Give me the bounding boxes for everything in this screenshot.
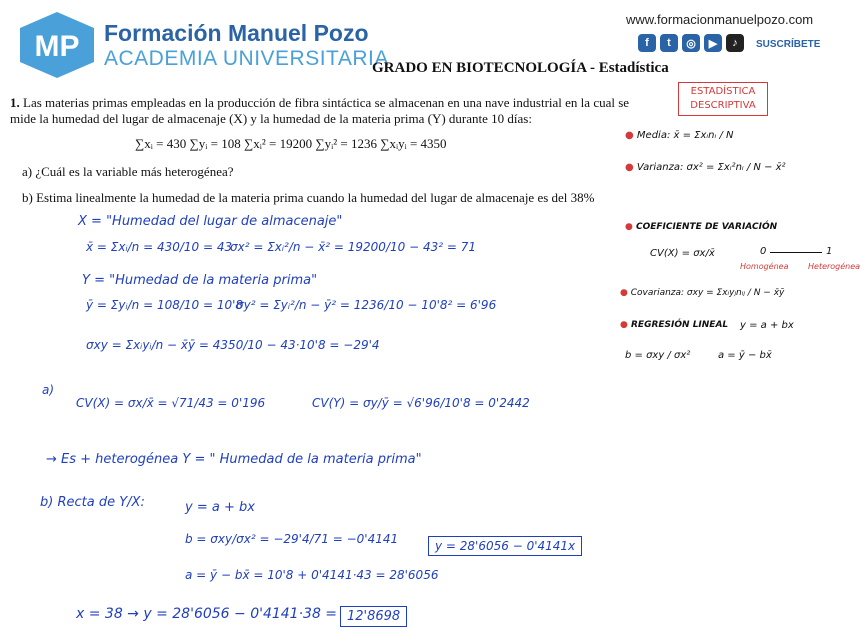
cv-scale-low: 0 — [760, 246, 767, 257]
covariance-formula: ● Covarianza: σxy = Σxᵢyⱼnᵢⱼ / N − x̄ȳ — [620, 288, 785, 298]
academy-logo — [14, 10, 100, 80]
slope-calculation: b = σxy/σx² = −29'4/71 = −0'4141 — [185, 532, 399, 546]
website-link[interactable]: www.formacionmanuelpozo.com — [626, 12, 814, 27]
x-definition: X = "Humedad del lugar de almacenaje" — [78, 214, 343, 229]
covariance: σxy = Σxᵢyᵢ/n − x̄ȳ = 4350/10 − 43·10'8 = −29'4 — [86, 338, 380, 352]
cv-formula: CV(X) = σx/x̄ — [650, 248, 715, 259]
twitter-icon[interactable]: t — [660, 34, 678, 52]
regression-result: y = 28'6056 − 0'4141x — [428, 536, 582, 556]
topic-title-box — [678, 82, 768, 116]
line-equation: y = a + bx — [185, 500, 255, 515]
youtube-icon[interactable]: ▶ — [704, 34, 722, 52]
problem-text: Las materias primas empleadas en la producción de fibra sintáctica se almacenan en una nave industrial en la cual se mide la humedad del lugar de almacenaje (X) y la humedad de la materia prima (Y) durante 10 días: — [10, 95, 630, 126]
x-mean: x̄ = Σxᵢ/n = 430/10 = 43 — [86, 240, 233, 254]
problem-statement — [10, 95, 635, 127]
cv-heterogeneous-label: Heterogénea — [808, 262, 860, 271]
estimate-result: 12'8698 — [340, 606, 407, 627]
cv-y: CV(Y) = σy/ȳ = √6'96/10'8 = 0'2442 — [312, 396, 530, 410]
brand-subtitle: ACADEMIA UNIVERSITARIA — [104, 47, 389, 70]
topic-title-line2: DESCRIPTIVA — [690, 100, 756, 111]
y-definition: Y = "Humedad de la materia prima" — [82, 273, 318, 288]
answer-b-label: b) Recta de Y/X: — [40, 495, 145, 510]
cv-scale-high: 1 — [826, 246, 833, 257]
instagram-icon[interactable]: ◎ — [682, 34, 700, 52]
question-a: a) ¿Cuál es la variable más heterogénea? — [22, 164, 234, 179]
bell-icon[interactable]: ♪ — [726, 34, 744, 52]
x-variance: σx² = Σxᵢ²/n − x̄² = 19200/10 − 43² = 71 — [230, 240, 476, 254]
estimate-calculation: x = 38 → y = 28'6056 − 0'4141·38 = — [76, 606, 338, 622]
bullet-icon: ● — [625, 130, 634, 141]
conclusion-a: → Es + heterogénea Y = " Humedad de la materia prima" — [46, 452, 422, 467]
cv-homogeneous-label: Homogénea — [740, 262, 789, 271]
y-variance: σy² = Σyᵢ²/n − ȳ² = 1236/10 − 10'8² = 6'96 — [236, 298, 497, 312]
sums-formula: ∑xᵢ = 430 ∑yᵢ = 108 ∑xᵢ² = 19200 ∑yᵢ² = 1236 ∑xᵢyᵢ = 4350 — [135, 136, 447, 151]
subscribe-button[interactable]: SUSCRÍBETE — [756, 39, 821, 50]
variance-formula: ● Varianza: σx² = Σxᵢ²nᵢ / N − x̄² — [625, 162, 786, 173]
cv-title: ● COEFICIENTE DE VARIACIÓN — [625, 222, 778, 232]
bullet-icon: ● — [625, 162, 634, 173]
document-title: GRADO EN BIOTECNOLOGÍA - Estadística — [372, 60, 669, 76]
bullet-icon: ● — [620, 288, 628, 298]
regression-intercept: a = ȳ − bx̄ — [718, 350, 772, 361]
question-b: b) Estima linealmente la humedad de la materia prima cuando la humedad del lugar de almacenaje es del 38% — [22, 190, 595, 205]
media-formula: ● Media: x̄ = Σxᵢnᵢ / N — [625, 130, 734, 141]
bullet-icon: ● — [620, 320, 628, 330]
cv-scale-line — [770, 252, 822, 253]
problem-number: 1. — [10, 95, 20, 110]
social-links — [638, 34, 744, 52]
regression-title: ● REGRESIÓN LINEAL — [620, 320, 729, 330]
facebook-icon[interactable]: f — [638, 34, 656, 52]
intercept-calculation: a = ȳ − bx̄ = 10'8 + 0'4141·43 = 28'6056 — [185, 568, 439, 582]
cv-x: CV(X) = σx/x̄ = √71/43 = 0'196 — [76, 396, 266, 410]
logo-letters: MP — [34, 30, 80, 63]
answer-a-label: a) — [42, 383, 55, 397]
y-mean: ȳ = Σyᵢ/n = 108/10 = 10'8 — [86, 298, 244, 312]
regression-slope: b = σxy / σx² — [625, 350, 691, 361]
topic-title-line1: ESTADÍSTICA — [690, 86, 756, 97]
bullet-icon: ● — [625, 222, 633, 232]
brand-name: Formación Manuel Pozo — [104, 20, 369, 46]
regression-equation: y = a + bx — [740, 320, 794, 331]
